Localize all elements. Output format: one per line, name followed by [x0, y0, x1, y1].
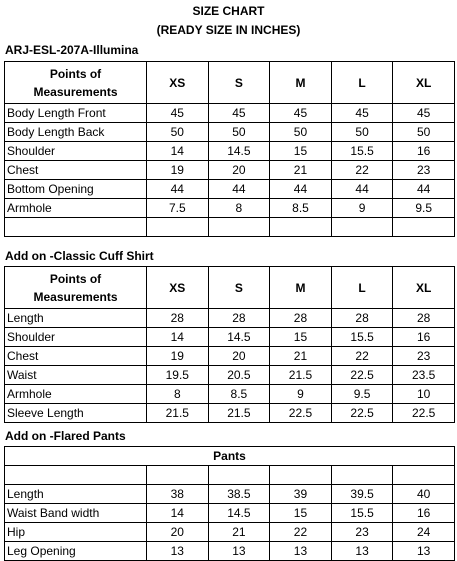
cell: 10	[393, 385, 455, 404]
row-label: Bottom Opening	[5, 180, 147, 199]
header-line-1: Points of	[49, 271, 102, 286]
row-label: Waist	[5, 366, 147, 385]
points-of-measurements-header	[5, 62, 147, 104]
header-line-2: Measurements	[33, 84, 118, 99]
table-row	[5, 180, 455, 199]
table-row	[5, 542, 455, 561]
table-row	[5, 328, 455, 347]
cell: 22	[331, 161, 393, 180]
cell: 20	[208, 161, 270, 180]
cell: 44	[270, 180, 332, 199]
cell: 16	[393, 504, 455, 523]
cell: 22.5	[331, 366, 393, 385]
section2-table	[4, 266, 455, 423]
cell: 9.5	[331, 385, 393, 404]
row-label: Waist Band width	[5, 504, 147, 523]
table-row	[5, 347, 455, 366]
cell: 21	[270, 161, 332, 180]
table-row	[5, 404, 455, 423]
cell: 22.5	[393, 404, 455, 423]
cell: 24	[393, 523, 455, 542]
size-header: XL	[393, 62, 455, 104]
row-label: Chest	[5, 347, 147, 366]
cell: 20.5	[208, 366, 270, 385]
blank-cell	[5, 218, 147, 237]
row-label: Sleeve Length	[5, 404, 147, 423]
section3-header-row	[5, 447, 455, 466]
size-header: M	[270, 267, 332, 309]
cell: 44	[393, 180, 455, 199]
cell: 15.5	[331, 328, 393, 347]
table-row	[5, 504, 455, 523]
cell: 14	[147, 328, 209, 347]
cell: 23	[331, 523, 393, 542]
cell: 45	[331, 104, 393, 123]
cell: 15	[270, 504, 332, 523]
blank-cell	[208, 218, 270, 237]
cell: 21.5	[270, 366, 332, 385]
size-header: L	[331, 267, 393, 309]
cell: 16	[393, 328, 455, 347]
table-row	[5, 385, 455, 404]
cell: 38.5	[208, 485, 270, 504]
row-label: Chest	[5, 161, 147, 180]
size-header: XS	[147, 62, 209, 104]
table-row	[5, 199, 455, 218]
cell: 39	[270, 485, 332, 504]
cell: 23	[393, 347, 455, 366]
blank-row	[5, 466, 455, 485]
cell: 21.5	[147, 404, 209, 423]
blank-cell	[393, 466, 455, 485]
cell: 21	[208, 523, 270, 542]
section2-header-row	[5, 267, 455, 309]
cell: 44	[331, 180, 393, 199]
cell: 9.5	[393, 199, 455, 218]
cell: 21.5	[208, 404, 270, 423]
cell: 50	[208, 123, 270, 142]
cell: 28	[331, 309, 393, 328]
row-label: Leg Opening	[5, 542, 147, 561]
cell: 19.5	[147, 366, 209, 385]
cell: 14.5	[208, 504, 270, 523]
cell: 22	[331, 347, 393, 366]
size-header: S	[208, 62, 270, 104]
cell: 16	[393, 142, 455, 161]
blank-cell	[208, 466, 270, 485]
cell: 23.5	[393, 366, 455, 385]
section1-header-row	[5, 62, 455, 104]
blank-cell	[270, 218, 332, 237]
cell: 8	[208, 199, 270, 218]
cell: 15	[270, 142, 332, 161]
blank-cell	[147, 218, 209, 237]
section3-title: Add on -Flared Pants	[5, 429, 126, 443]
size-header: M	[270, 62, 332, 104]
blank-cell	[393, 218, 455, 237]
row-label: Armhole	[5, 385, 147, 404]
cell: 45	[393, 104, 455, 123]
cell: 15.5	[331, 504, 393, 523]
cell: 21	[270, 347, 332, 366]
cell: 14.5	[208, 328, 270, 347]
cell: 45	[208, 104, 270, 123]
row-label: Body Length Back	[5, 123, 147, 142]
table-row	[5, 523, 455, 542]
size-header: XL	[393, 267, 455, 309]
section1-table	[4, 61, 455, 237]
row-label: Shoulder	[5, 328, 147, 347]
cell: 23	[393, 161, 455, 180]
row-label: Length	[5, 309, 147, 328]
cell: 20	[208, 347, 270, 366]
blank-cell	[331, 466, 393, 485]
cell: 14.5	[208, 142, 270, 161]
cell: 38	[147, 485, 209, 504]
cell: 14	[147, 142, 209, 161]
cell: 15.5	[331, 142, 393, 161]
page-title: SIZE CHART	[192, 4, 265, 18]
cell: 13	[270, 542, 332, 561]
table-row	[5, 123, 455, 142]
cell: 45	[270, 104, 332, 123]
row-label: Hip	[5, 523, 147, 542]
cell: 44	[147, 180, 209, 199]
cell: 13	[393, 542, 455, 561]
blank-cell	[5, 466, 147, 485]
size-header: L	[331, 62, 393, 104]
cell: 9	[270, 385, 332, 404]
cell: 44	[208, 180, 270, 199]
cell: 40	[393, 485, 455, 504]
blank-cell	[147, 466, 209, 485]
cell: 13	[331, 542, 393, 561]
cell: 28	[393, 309, 455, 328]
cell: 19	[147, 161, 209, 180]
header-line-1: Points of	[49, 66, 102, 81]
cell: 19	[147, 347, 209, 366]
cell: 39.5	[331, 485, 393, 504]
pants-header: Pants	[5, 447, 455, 466]
row-label: Armhole	[5, 199, 147, 218]
blank-cell	[331, 218, 393, 237]
cell: 28	[270, 309, 332, 328]
cell: 15	[270, 328, 332, 347]
section2-title: Add on -Classic Cuff Shirt	[5, 249, 154, 263]
points-of-measurements-header	[5, 267, 147, 309]
cell: 28	[147, 309, 209, 328]
cell: 7.5	[147, 199, 209, 218]
table-row	[5, 142, 455, 161]
table-row	[5, 485, 455, 504]
cell: 8.5	[208, 385, 270, 404]
cell: 13	[147, 542, 209, 561]
cell: 22.5	[331, 404, 393, 423]
size-header: XS	[147, 267, 209, 309]
header-line-2: Measurements	[33, 289, 118, 304]
table-row	[5, 104, 455, 123]
cell: 50	[331, 123, 393, 142]
table-row	[5, 366, 455, 385]
size-header: S	[208, 267, 270, 309]
table-row	[5, 309, 455, 328]
table-row	[5, 161, 455, 180]
section1-title: ARJ-ESL-207A-Illumina	[5, 43, 139, 57]
cell: 8.5	[270, 199, 332, 218]
cell: 14	[147, 504, 209, 523]
cell: 8	[147, 385, 209, 404]
cell: 28	[208, 309, 270, 328]
cell: 50	[270, 123, 332, 142]
cell: 9	[331, 199, 393, 218]
cell: 50	[393, 123, 455, 142]
cell: 22	[270, 523, 332, 542]
blank-cell	[270, 466, 332, 485]
row-label: Body Length Front	[5, 104, 147, 123]
cell: 20	[147, 523, 209, 542]
page-subtitle: (READY SIZE IN INCHES)	[156, 23, 301, 37]
cell: 45	[147, 104, 209, 123]
cell: 22.5	[270, 404, 332, 423]
section3-table	[4, 446, 455, 561]
blank-row	[5, 218, 455, 237]
row-label: Length	[5, 485, 147, 504]
row-label: Shoulder	[5, 142, 147, 161]
cell: 50	[147, 123, 209, 142]
cell: 13	[208, 542, 270, 561]
